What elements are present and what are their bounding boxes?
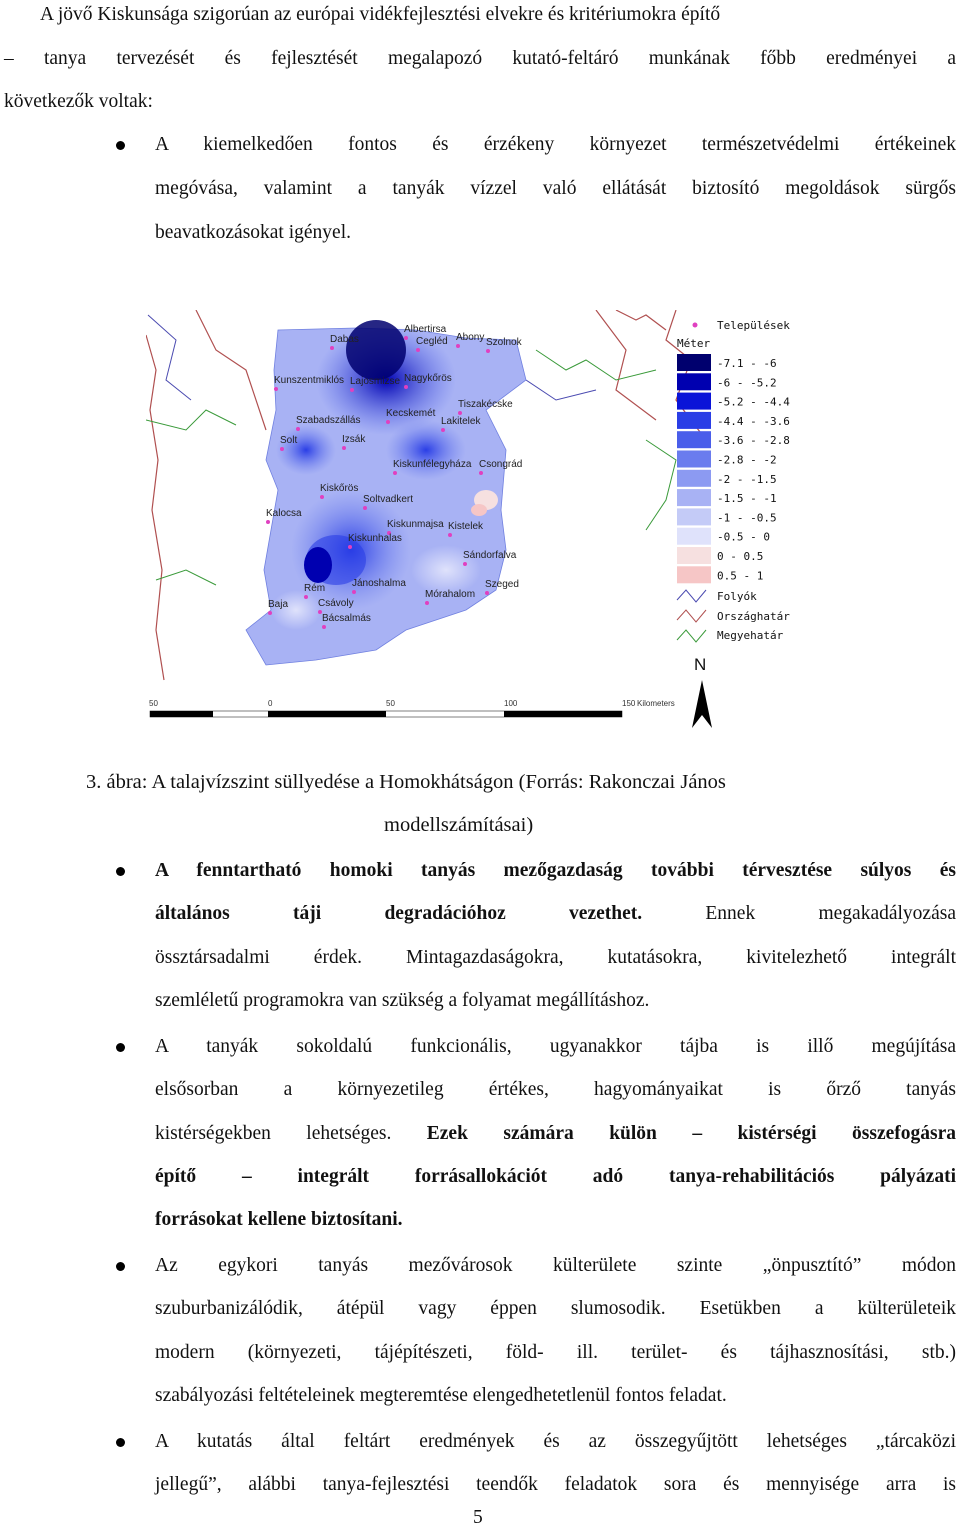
- town-label: Baja: [268, 599, 289, 610]
- town-marker: [320, 495, 324, 499]
- legend-swatch: [677, 354, 711, 371]
- legend-class-label: -6 - -5.2: [717, 376, 777, 390]
- bullet2-line-1: A fenntartható homoki tanyás mezőgazdaság további térvesztése súlyos és: [155, 860, 956, 881]
- town-marker: [404, 385, 408, 389]
- town-marker: [352, 590, 356, 594]
- legend-swatch: [677, 566, 711, 583]
- town-marker: [304, 595, 308, 599]
- town-marker: [318, 610, 322, 614]
- town-marker: [330, 346, 334, 350]
- town-marker: [350, 388, 354, 392]
- town-label: Kalocsa: [266, 508, 302, 519]
- legend-swatch: [677, 528, 711, 545]
- town-label: Dabas: [330, 334, 359, 345]
- legend-class-label: -0.5 - 0: [717, 530, 770, 544]
- legend-swatch: [677, 508, 711, 525]
- bullet5-line-2: jellegű”, alábbi tanya-fejlesztési teendők feladatok sora és mennyisége arra is: [155, 1474, 956, 1495]
- legend-swatch: [677, 451, 711, 468]
- town-label: Lakitelek: [441, 416, 481, 427]
- town-marker: [448, 533, 452, 537]
- legend-rivers-symbol: [677, 590, 706, 642]
- figure-caption-line-1: 3. ábra: A talajvízszint süllyedése a Homokhátságon (Forrás: Rakonczai János: [86, 771, 726, 793]
- town-label: Kistelek: [448, 521, 484, 532]
- town-label: Rém: [304, 583, 326, 594]
- intro-line-3: következők voltak:: [4, 91, 153, 112]
- town-label: Kiskunhalas: [348, 533, 402, 544]
- bullet4-line-1: Az egykori tanyás mezővárosok külterülete szinte „önpusztító” módon: [155, 1255, 956, 1276]
- intro-line-2: – tanya tervezését és fejlesztését megalapozó kutató-feltáró munkának főbb eredményei a: [4, 48, 956, 69]
- bullet3-line-5: forrásokat kellene biztosítani.: [155, 1209, 403, 1230]
- legend-county: Megyehatár: [717, 629, 784, 642]
- town-label: Kiskunmajsa: [387, 519, 444, 530]
- town-label: Kiskunfélegyháza: [393, 459, 472, 470]
- town-label: Nagykőrös: [404, 373, 452, 384]
- town-label: Kecskemét: [386, 408, 436, 419]
- town-marker: [463, 562, 467, 566]
- legend-class-label: -1 - -0.5: [717, 511, 777, 525]
- legend-settlements: Települések: [717, 319, 790, 332]
- legend-class-label: -5.2 - -4.4: [717, 395, 790, 409]
- town-marker: [404, 336, 408, 340]
- town-marker: [486, 349, 490, 353]
- town-label: Abony: [456, 332, 485, 343]
- bullet1-line-3: beavatkozásokat igényel.: [155, 222, 351, 243]
- bullet3-line-3: kistérségekben lehetséges. Ezek számára külön – kistérségi összefogásra: [155, 1123, 956, 1144]
- scale-50: 50: [386, 699, 395, 708]
- bullet-dot: [116, 1043, 125, 1052]
- scale-150: 150: [622, 699, 636, 708]
- town-label: Bácsalmás: [322, 613, 371, 624]
- town-label: Szolnok: [486, 337, 522, 348]
- town-label: Tiszakécske: [458, 399, 513, 410]
- bullet4-line-4: szabályozási feltételeinek megteremtése elengedhetetlenül fontos feladat.: [155, 1385, 727, 1406]
- figure-caption-line-2: modellszámításai): [384, 814, 534, 836]
- town-marker: [280, 447, 284, 451]
- bullet-dot: [116, 867, 125, 876]
- bullet4-line-2: szuburbanizálódik, átépül vagy éppen slumosodik. Esetükben a külterületeik: [155, 1298, 956, 1319]
- town-marker: [458, 411, 462, 415]
- town-label: Kiskőrös: [320, 483, 359, 494]
- north-label: N: [694, 655, 707, 674]
- town-label: Szeged: [485, 579, 519, 590]
- town-label: Sándorfalva: [463, 550, 517, 561]
- legend-unit: Méter: [677, 337, 711, 350]
- town-label: Soltvadkert: [363, 494, 414, 505]
- town-marker: [342, 446, 346, 450]
- legend-class-label: -4.4 - -3.6: [717, 414, 790, 428]
- legend-border: Országhatár: [717, 610, 790, 623]
- legend-class-label: -2 - -1.5: [717, 472, 777, 486]
- legend-swatch: [677, 431, 711, 448]
- bullet2-line-2: általános táji degradációhoz vezethet. Ennek megakadályozása: [155, 903, 956, 924]
- scale-50-left: 50: [149, 699, 158, 708]
- town-marker: [268, 611, 272, 615]
- bullet3-line-2: elsősorban a környezetileg értékes, hagyományaikat is őrző tanyás: [155, 1079, 956, 1100]
- town-marker: [441, 428, 445, 432]
- legend-class-label: -3.6 - -2.8: [717, 434, 790, 448]
- town-label: Lajosmizse: [350, 376, 401, 387]
- town-marker: [296, 427, 300, 431]
- town-marker: [274, 387, 278, 391]
- legend: [677, 319, 790, 728]
- town-marker: [456, 344, 460, 348]
- town-label: Csávoly: [318, 598, 354, 609]
- bullet1-line-1: A kiemelkedően fontos és érzékeny környezet természetvédelmi értékeinek: [155, 134, 956, 155]
- legend-swatch: [677, 393, 711, 410]
- town-label: Mórahalom: [425, 589, 476, 600]
- town-marker: [322, 625, 326, 629]
- settlement-legend-dot: [693, 323, 698, 328]
- bullet3-line-4: építő – integrált forrásallokációt adó tanya-rehabilitációs pályázati: [155, 1166, 956, 1187]
- page-number: 5: [473, 1507, 483, 1528]
- town-label: Kunszentmiklós: [274, 375, 345, 386]
- town-marker: [266, 520, 270, 524]
- town-label: Albertirsa: [404, 324, 447, 335]
- bullet1-line-2: megóvása, valamint a tanyák vízzel való ellátását biztosító megoldások sürgős: [155, 178, 956, 199]
- town-label: Csongrád: [479, 459, 523, 470]
- town-label: Cegléd: [416, 336, 448, 347]
- bullet2-line-4: szemléletű programokra van szükség a folyamat megállításhoz.: [155, 990, 650, 1011]
- town-label: Jánoshalma: [352, 578, 406, 589]
- intro-line-1: A jövő Kiskunsága szigorúan az európai vidékfejlesztési elvekre és kritériumokra építő: [40, 4, 721, 25]
- town-marker: [485, 591, 489, 595]
- scale-100: 100: [504, 699, 518, 708]
- town-label: Solt: [280, 435, 298, 446]
- town-marker: [348, 545, 352, 549]
- town-label: Izsák: [342, 434, 366, 445]
- bullet5-line-1: A kutatás által feltárt eredmények és az összegyűjtött lehetséges „tárcaközi: [155, 1431, 956, 1452]
- town-marker: [425, 601, 429, 605]
- town-marker: [363, 506, 367, 510]
- legend-swatch: [677, 489, 711, 506]
- north-arrow-icon: [692, 680, 712, 728]
- scale-unit: Kilometers: [637, 699, 675, 708]
- legend-class-label: -1.5 - -1: [717, 492, 777, 506]
- scale-0: 0: [268, 699, 273, 708]
- bullet3-line-1: A tanyák sokoldalú funkcionális, ugyanakkor tájba is illő megújítása: [155, 1036, 956, 1057]
- legend-class-label: -7.1 - -6: [717, 357, 777, 370]
- legend-swatch: [677, 547, 711, 564]
- legend-class-label: 0 - 0.5: [717, 550, 764, 563]
- legend-swatch: [677, 470, 711, 487]
- legend-class-label: 0.5 - 1: [717, 569, 764, 583]
- legend-class-label: -2.8 - -2: [717, 453, 777, 467]
- town-marker: [479, 471, 483, 475]
- legend-swatch: [677, 412, 711, 429]
- bullet-dot: [116, 1262, 125, 1271]
- town-marker: [386, 420, 390, 424]
- town-marker: [416, 348, 420, 352]
- bullet-dot: [116, 141, 125, 150]
- legend-swatch: [677, 373, 711, 390]
- town-marker: [393, 471, 397, 475]
- bullet2-line-3: össztársadalmi érdek. Mintagazdaságokra, kutatásokra, kivitelezhető integrált: [155, 947, 956, 968]
- town-label: Szabadszállás: [296, 415, 361, 426]
- bullet4-line-3: modern (környezeti, tájépítészeti, föld- ill. terület- és tájhasznosítási, stb.): [155, 1342, 956, 1363]
- legend-rivers: Folyók: [717, 590, 757, 603]
- scale-bar: [149, 699, 675, 717]
- bullet-dot: [116, 1438, 125, 1447]
- groundwater-map: [146, 310, 960, 735]
